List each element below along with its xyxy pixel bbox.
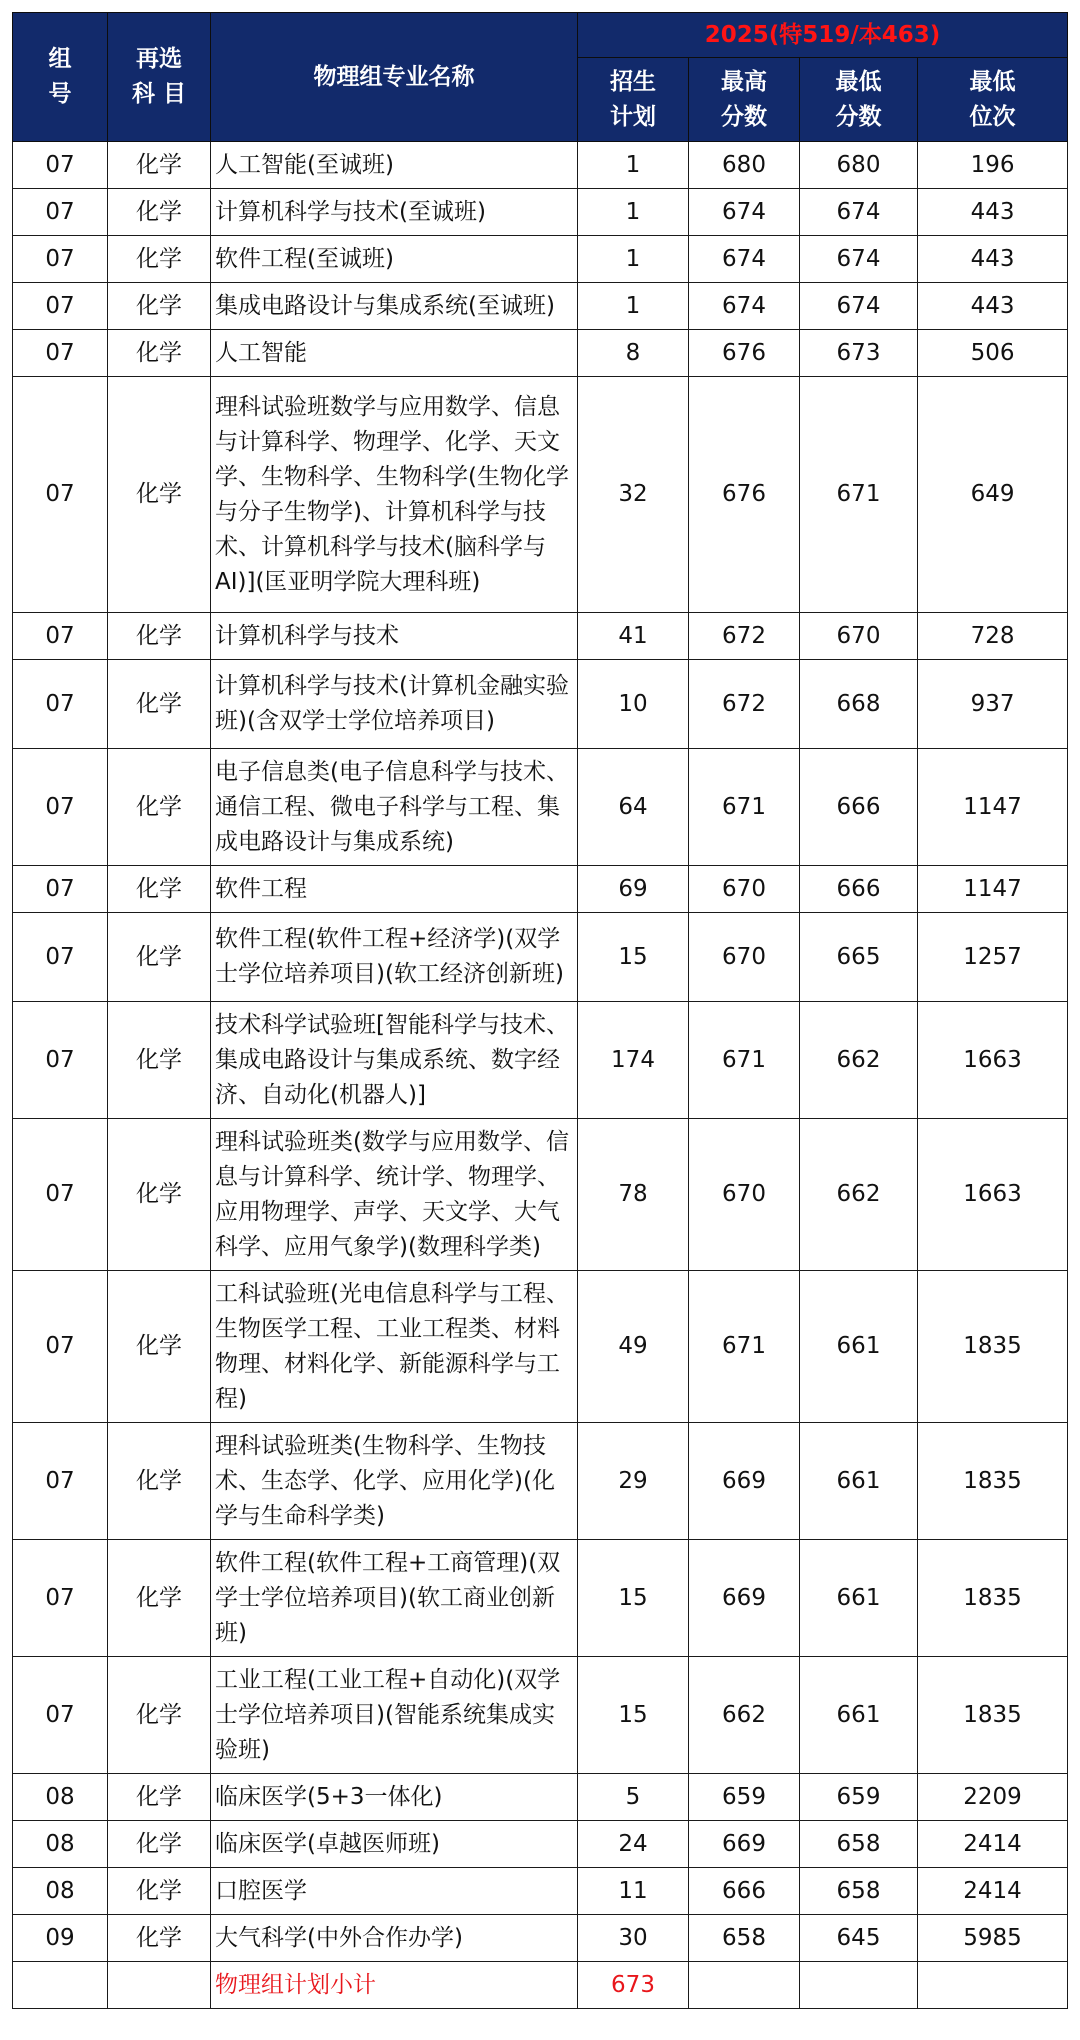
row-major: 大气科学(中外合作办学) — [211, 1915, 578, 1962]
table-row — [13, 866, 1068, 913]
table-row — [13, 1540, 1068, 1657]
table-row — [13, 913, 1068, 1002]
row-max-score: 676 — [689, 330, 800, 377]
row-plan: 69 — [578, 866, 689, 913]
row-min-rank: 2414 — [918, 1821, 1068, 1868]
header-year-banner: 2025(特519/本463) — [578, 13, 1068, 58]
header-reselect-subject: 再选 科 目 — [108, 13, 211, 142]
table-footer — [13, 1962, 1068, 2009]
row-max-score: 670 — [689, 866, 800, 913]
row-major: 计算机科学与技术(计算机金融实验班)(含双学士学位培养项目) — [211, 660, 578, 749]
row-plan: 78 — [578, 1119, 689, 1271]
row-group: 07 — [13, 330, 108, 377]
row-plan: 1 — [578, 189, 689, 236]
row-min-rank: 1147 — [918, 749, 1068, 866]
subtotal-empty-cell — [13, 1962, 108, 2009]
row-plan: 15 — [578, 1540, 689, 1657]
table-row — [13, 142, 1068, 189]
row-min-score: 670 — [800, 613, 918, 660]
row-major: 临床医学(5+3一体化) — [211, 1774, 578, 1821]
row-subject: 化学 — [108, 1271, 211, 1423]
row-plan: 1 — [578, 236, 689, 283]
subtotal-empty-cell — [800, 1962, 918, 2009]
row-major: 临床医学(卓越医师班) — [211, 1821, 578, 1868]
row-subject: 化学 — [108, 660, 211, 749]
row-max-score: 669 — [689, 1423, 800, 1540]
row-group: 07 — [13, 613, 108, 660]
row-max-score: 669 — [689, 1540, 800, 1657]
row-plan: 29 — [578, 1423, 689, 1540]
row-min-rank: 443 — [918, 189, 1068, 236]
row-max-score: 671 — [689, 1271, 800, 1423]
row-min-score: 674 — [800, 189, 918, 236]
row-group: 07 — [13, 1657, 108, 1774]
row-subject: 化学 — [108, 1119, 211, 1271]
row-min-rank: 1257 — [918, 913, 1068, 1002]
subtotal-label: 物理组计划小计 — [211, 1962, 578, 2009]
table-row — [13, 749, 1068, 866]
row-min-rank: 649 — [918, 377, 1068, 613]
row-min-rank: 1835 — [918, 1540, 1068, 1657]
row-min-rank: 937 — [918, 660, 1068, 749]
row-group: 07 — [13, 1119, 108, 1271]
row-min-rank: 2414 — [918, 1868, 1068, 1915]
row-subject: 化学 — [108, 283, 211, 330]
subtotal-empty-cell — [108, 1962, 211, 2009]
header-group-no: 组 号 — [13, 13, 108, 142]
row-group: 07 — [13, 913, 108, 1002]
row-min-rank: 728 — [918, 613, 1068, 660]
row-min-rank: 506 — [918, 330, 1068, 377]
row-major: 人工智能(至诚班) — [211, 142, 578, 189]
row-subject: 化学 — [108, 613, 211, 660]
row-plan: 41 — [578, 613, 689, 660]
row-major: 理科试验班类(生物科学、生物技术、生态学、化学、应用化学)(化学与生命科学类) — [211, 1423, 578, 1540]
row-max-score: 676 — [689, 377, 800, 613]
header-min-score: 最低 分数 — [800, 58, 918, 142]
row-max-score: 674 — [689, 236, 800, 283]
row-min-score: 668 — [800, 660, 918, 749]
row-plan: 11 — [578, 1868, 689, 1915]
row-subject: 化学 — [108, 142, 211, 189]
row-major: 工科试验班(光电信息科学与工程、生物医学工程、工业工程类、材料物理、材料化学、新能源科学与工程) — [211, 1271, 578, 1423]
row-min-score: 658 — [800, 1821, 918, 1868]
row-min-score: 671 — [800, 377, 918, 613]
row-major: 软件工程(软件工程+工商管理)(双学士学位培养项目)(软工商业创新班) — [211, 1540, 578, 1657]
table-row — [13, 1657, 1068, 1774]
row-subject: 化学 — [108, 866, 211, 913]
table-body — [13, 142, 1068, 1962]
row-major: 人工智能 — [211, 330, 578, 377]
subtotal-row — [13, 1962, 1068, 2009]
row-min-score: 662 — [800, 1119, 918, 1271]
row-max-score: 662 — [689, 1657, 800, 1774]
row-min-rank: 2209 — [918, 1774, 1068, 1821]
row-min-rank: 1835 — [918, 1657, 1068, 1774]
header-min-rank: 最低 位次 — [918, 58, 1068, 142]
row-major: 理科试验班类(数学与应用数学、信息与计算科学、统计学、物理学、应用物理学、声学、天文学、大气科学、应用气象学)(数理科学类) — [211, 1119, 578, 1271]
table-row — [13, 1423, 1068, 1540]
row-subject: 化学 — [108, 913, 211, 1002]
row-group: 07 — [13, 1423, 108, 1540]
row-plan: 32 — [578, 377, 689, 613]
admission-score-table — [12, 12, 1068, 2009]
row-max-score: 670 — [689, 1119, 800, 1271]
header-max-score: 最高 分数 — [689, 58, 800, 142]
row-group: 07 — [13, 236, 108, 283]
row-group: 09 — [13, 1915, 108, 1962]
row-max-score: 674 — [689, 189, 800, 236]
row-min-rank: 1663 — [918, 1119, 1068, 1271]
header-major-name: 物理组专业名称 — [211, 13, 578, 142]
table-row — [13, 377, 1068, 613]
row-plan: 10 — [578, 660, 689, 749]
table-row — [13, 1002, 1068, 1119]
table-row — [13, 613, 1068, 660]
row-min-rank: 1835 — [918, 1423, 1068, 1540]
table-row — [13, 1915, 1068, 1962]
row-min-score: 666 — [800, 749, 918, 866]
row-plan: 24 — [578, 1821, 689, 1868]
row-group: 08 — [13, 1821, 108, 1868]
table-header — [13, 13, 1068, 142]
row-max-score: 671 — [689, 1002, 800, 1119]
row-group: 07 — [13, 660, 108, 749]
row-min-rank: 1147 — [918, 866, 1068, 913]
row-group: 07 — [13, 283, 108, 330]
row-min-score: 666 — [800, 866, 918, 913]
row-plan: 64 — [578, 749, 689, 866]
row-group: 07 — [13, 377, 108, 613]
row-min-rank: 443 — [918, 236, 1068, 283]
row-max-score: 666 — [689, 1868, 800, 1915]
row-min-rank: 443 — [918, 283, 1068, 330]
row-subject: 化学 — [108, 1540, 211, 1657]
row-subject: 化学 — [108, 1774, 211, 1821]
table-row — [13, 283, 1068, 330]
row-subject: 化学 — [108, 377, 211, 613]
table-row — [13, 660, 1068, 749]
table-row — [13, 1821, 1068, 1868]
table-row — [13, 236, 1068, 283]
row-min-score: 680 — [800, 142, 918, 189]
row-plan: 15 — [578, 1657, 689, 1774]
row-min-score: 645 — [800, 1915, 918, 1962]
row-min-rank: 5985 — [918, 1915, 1068, 1962]
row-subject: 化学 — [108, 1915, 211, 1962]
row-min-score: 658 — [800, 1868, 918, 1915]
row-subject: 化学 — [108, 189, 211, 236]
row-group: 07 — [13, 1540, 108, 1657]
row-major: 理科试验班数学与应用数学、信息与计算科学、物理学、化学、天文学、生物科学、生物科学(生物化学与分子生物学)、计算机科学与技术、计算机科学与技术(脑科学与AI)](匡亚明学院大理科班) — [211, 377, 578, 613]
row-min-score: 661 — [800, 1657, 918, 1774]
row-plan: 1 — [578, 283, 689, 330]
row-min-score: 661 — [800, 1423, 918, 1540]
row-subject: 化学 — [108, 1868, 211, 1915]
row-max-score: 671 — [689, 749, 800, 866]
row-subject: 化学 — [108, 749, 211, 866]
row-max-score: 672 — [689, 660, 800, 749]
row-plan: 5 — [578, 1774, 689, 1821]
row-subject: 化学 — [108, 236, 211, 283]
row-min-rank: 1663 — [918, 1002, 1068, 1119]
subtotal-empty-cell — [918, 1962, 1068, 2009]
row-subject: 化学 — [108, 1657, 211, 1774]
table-row — [13, 1868, 1068, 1915]
table-row — [13, 1271, 1068, 1423]
row-subject: 化学 — [108, 330, 211, 377]
row-group: 07 — [13, 142, 108, 189]
row-major: 计算机科学与技术(至诚班) — [211, 189, 578, 236]
row-major: 口腔医学 — [211, 1868, 578, 1915]
row-major: 软件工程(至诚班) — [211, 236, 578, 283]
row-min-score: 674 — [800, 236, 918, 283]
row-group: 07 — [13, 189, 108, 236]
row-min-score: 674 — [800, 283, 918, 330]
row-major: 软件工程 — [211, 866, 578, 913]
row-subject: 化学 — [108, 1002, 211, 1119]
table-row — [13, 189, 1068, 236]
row-plan: 174 — [578, 1002, 689, 1119]
row-group: 07 — [13, 1002, 108, 1119]
subtotal-empty-cell — [689, 1962, 800, 2009]
row-min-score: 661 — [800, 1540, 918, 1657]
row-max-score: 669 — [689, 1821, 800, 1868]
row-min-rank: 196 — [918, 142, 1068, 189]
row-group: 08 — [13, 1774, 108, 1821]
header-plan: 招生 计划 — [578, 58, 689, 142]
row-major: 软件工程(软件工程+经济学)(双学士学位培养项目)(软工经济创新班) — [211, 913, 578, 1002]
subtotal-total: 673 — [578, 1962, 689, 2009]
row-major: 电子信息类(电子信息科学与技术、通信工程、微电子科学与工程、集成电路设计与集成系统) — [211, 749, 578, 866]
table-row — [13, 1119, 1068, 1271]
row-major: 工业工程(工业工程+自动化)(双学士学位培养项目)(智能系统集成实验班) — [211, 1657, 578, 1774]
table-row — [13, 330, 1068, 377]
row-group: 08 — [13, 1868, 108, 1915]
table-row — [13, 1774, 1068, 1821]
row-plan: 49 — [578, 1271, 689, 1423]
row-plan: 1 — [578, 142, 689, 189]
row-min-score: 662 — [800, 1002, 918, 1119]
row-max-score: 680 — [689, 142, 800, 189]
row-group: 07 — [13, 749, 108, 866]
row-major: 计算机科学与技术 — [211, 613, 578, 660]
row-min-score: 665 — [800, 913, 918, 1002]
row-max-score: 674 — [689, 283, 800, 330]
row-max-score: 672 — [689, 613, 800, 660]
row-group: 07 — [13, 1271, 108, 1423]
row-max-score: 670 — [689, 913, 800, 1002]
row-group: 07 — [13, 866, 108, 913]
row-major: 集成电路设计与集成系统(至诚班) — [211, 283, 578, 330]
row-plan: 8 — [578, 330, 689, 377]
row-subject: 化学 — [108, 1821, 211, 1868]
row-plan: 30 — [578, 1915, 689, 1962]
row-max-score: 658 — [689, 1915, 800, 1962]
row-plan: 15 — [578, 913, 689, 1002]
row-min-score: 659 — [800, 1774, 918, 1821]
row-min-score: 673 — [800, 330, 918, 377]
row-max-score: 659 — [689, 1774, 800, 1821]
row-subject: 化学 — [108, 1423, 211, 1540]
row-min-rank: 1835 — [918, 1271, 1068, 1423]
row-major: 技术科学试验班[智能科学与技术、集成电路设计与集成系统、数字经济、自动化(机器人)] — [211, 1002, 578, 1119]
row-min-score: 661 — [800, 1271, 918, 1423]
